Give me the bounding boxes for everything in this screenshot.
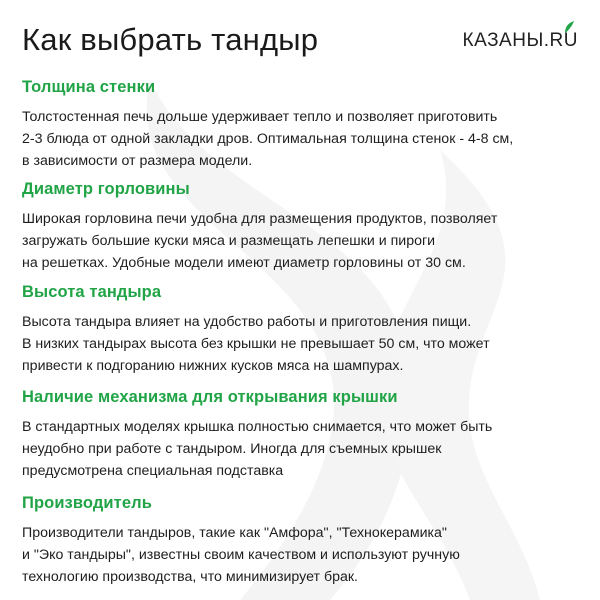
section-neck-diameter xyxy=(22,180,582,274)
logo-text: КАЗАНЫ.RU xyxy=(462,30,578,51)
section-text: В стандартных моделях крышка полностью снимается, что может быть неудобно при работе с тандыром. Иногда для съемных крышек предусмотрена специальная подставка xyxy=(22,419,493,479)
section-heading: Производитель xyxy=(22,494,152,512)
section-manufacturer xyxy=(22,494,582,588)
brand-logo[interactable] xyxy=(463,30,578,60)
section-height xyxy=(22,283,582,377)
page-title: Как выбрать тандыр xyxy=(22,22,319,57)
section-text: Производители тандыров, такие как "Амфора", "Технокерамика" и "Эко тандыры", известны своим качеством и используют ручную технологию производства, что минимизирует брак. xyxy=(22,525,460,585)
section-heading: Толщина стенки xyxy=(22,78,156,96)
leaf-icon xyxy=(563,20,575,34)
section-wall-thickness xyxy=(22,78,582,172)
section-lid-mechanism xyxy=(22,388,582,482)
section-text: Высота тандыра влияет на удобство работы и приготовления пищи. В низких тандырах высота без крышки не превышает 50 см, что может привести к подгоранию нижних кусков мяса на шампурах. xyxy=(22,314,490,374)
section-heading: Диаметр горловины xyxy=(22,180,190,198)
section-heading: Высота тандыра xyxy=(22,283,162,301)
section-text: Толстостенная печь дольше удерживает тепло и позволяет приготовить 2-3 блюда от одной закладки дров. Оптимальная толщина стенок - 4-8 см, в зависимости от размера модели. xyxy=(22,109,514,169)
header xyxy=(22,22,578,66)
section-heading: Наличие механизма для открывания крышки xyxy=(22,388,398,406)
section-text: Широкая горловина печи удобна для размещения продуктов, позволяет загружать большие куски мяса и размещать лепешки и пироги на решетках. Удобные модели имеют диаметр горловины от 30 см. xyxy=(22,211,498,271)
